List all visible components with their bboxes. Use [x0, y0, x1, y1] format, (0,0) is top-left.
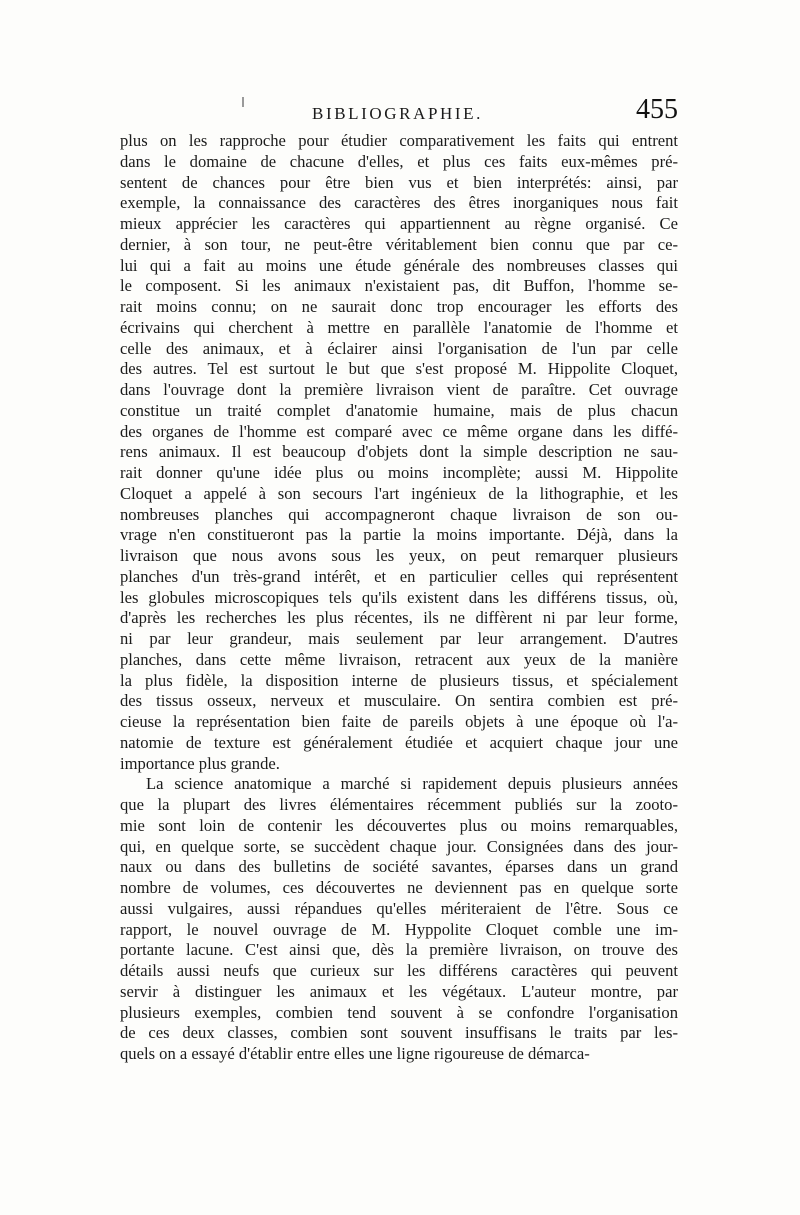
text-line: lui qui a fait au moins une étude générale des nombreuses classes qui: [120, 255, 678, 275]
page-number: 455: [636, 94, 678, 125]
text-line: la plus fidèle, la disposition interne de plusieurs tissus, et spécialement: [120, 670, 678, 690]
text-line: planches d'un très-grand intérêt, et en particulier celles qui représentent: [120, 566, 678, 586]
text-line: rapport, le nouvel ouvrage de M. Hyppolite Cloquet comble une im-: [120, 919, 678, 939]
text-line: écrivains qui cherchent à mettre en parallèle l'anatomie de l'homme et: [120, 317, 678, 337]
text-line: quels on a essayé d'établir entre elles une ligne rigoureuse de démarca-: [120, 1044, 590, 1063]
text-line: d'après les recherches les plus récentes, ils ne diffèrent ni par leur forme,: [120, 608, 678, 628]
text-line: livraison que nous avons sous les yeux, on peut remarquer plusieurs: [120, 546, 678, 565]
text-line: aussi vulgaires, aussi répandues qu'elles mériteraient de l'être. Sous ce: [120, 898, 678, 918]
text-line: de ces deux classes, combien sont souvent insuffisans le traits par les-: [120, 1023, 678, 1043]
text-line: naux ou dans des bulletins de société savantes, éparses dans un grand: [120, 857, 678, 877]
text-line: sentent de chances pour être bien vus et bien interprétés: ainsi, par: [120, 172, 678, 192]
text-line: le composent. Si les animaux n'existaient pas, dit Buffon, l'homme se-: [120, 276, 678, 296]
text-line: des tissus osseux, nerveux et musculaire. On sentira combien est pré-: [120, 691, 678, 711]
text-line: dans l'ouvrage dont la première livraison vient de paraître. Cet ouvrage: [120, 380, 678, 399]
text-line: vrage n'en constitueront pas la partie la moins importante. Déjà, dans la: [120, 525, 678, 545]
text-line: planches, dans cette même livraison, retracent aux yeux de la manière: [120, 649, 678, 669]
paragraph: [120, 774, 678, 1065]
text-line: servir à distinguer les animaux et les végétaux. L'auteur montre, par: [120, 981, 678, 1001]
text-line: exemple, la connaissance des caractères des êtres inorganiques nous fait: [120, 193, 678, 213]
text-line: importance plus grande.: [120, 753, 280, 773]
text-line: des autres. Tel est surtout le but que s'est proposé M. Hippolite Cloquet,: [120, 359, 678, 379]
text-line: rait donner qu'une idée plus ou moins incomplète; aussi M. Hippolite: [120, 463, 678, 482]
text-line: constitue un traité complet d'anatomie humaine, mais de plus chacun: [120, 400, 678, 420]
paragraph: [120, 131, 678, 774]
text-line: mie sont loin de contenir les découvertes plus ou moins remarquables,: [120, 815, 678, 835]
text-line: La science anatomique a marché si rapidement depuis plusieurs années: [146, 774, 678, 794]
text-line: cieuse la représentation bien faite de pareils objets à une époque où l'a-: [120, 712, 678, 731]
text-line: dernier, à son tour, ne peut-être véritablement bien connu que par ce-: [120, 234, 678, 254]
text-line: plusieurs exemples, combien tend souvent à se confondre l'organisation: [120, 1002, 678, 1022]
body-text: [120, 131, 678, 1065]
page-header: [120, 96, 680, 132]
text-line: mieux apprécier les caractères qui appartiennent au règne organisé. Ce: [120, 214, 678, 233]
text-line: des organes de l'homme est comparé avec ce même organe dans les diffé-: [120, 421, 678, 441]
text-line: nombre de volumes, ces découvertes ne deviennent pas en quelque sorte: [120, 878, 678, 897]
text-line: Cloquet a appelé à son secours l'art ingénieux de la lithographie, et les: [120, 483, 678, 503]
text-line: celle des animaux, et à éclairer ainsi l'organisation de l'un par celle: [120, 338, 678, 358]
text-line: que la plupart des livres élémentaires récemment publiés sur la zooto-: [120, 795, 678, 814]
text-line: nombreuses planches qui accompagneront chaque livraison de son ou-: [120, 504, 678, 524]
text-line: natomie de texture est généralement étudiée et acquiert chaque jour une: [120, 732, 678, 752]
text-line: les globules microscopiques tels qu'ils existent dans les différens tissus, où,: [120, 587, 678, 607]
text-line: dans le domaine de chacune d'elles, et plus ces faits eux-mêmes pré-: [120, 151, 678, 171]
text-line: détails aussi neufs que curieux sur les différens caractères qui peuvent: [120, 961, 678, 980]
text-line: portante lacune. C'est ainsi que, dès la première livraison, on trouve des: [120, 940, 678, 960]
text-line: plus on les rapproche pour étudier comparativement les faits qui entrent: [120, 131, 678, 150]
text-line: rait moins connu; on ne saurait donc trop encourager les efforts des: [120, 297, 678, 316]
running-head: BIBLIOGRAPHIE.: [312, 104, 483, 123]
text-line: qui, en quelque sorte, se succèdent chaque jour. Consignées dans des jour-: [120, 836, 678, 856]
text-line: rens animaux. Il est beaucoup d'objets dont la simple description ne sau-: [120, 442, 678, 462]
text-line: ni par leur grandeur, mais seulement par leur arrangement. D'autres: [120, 629, 678, 648]
